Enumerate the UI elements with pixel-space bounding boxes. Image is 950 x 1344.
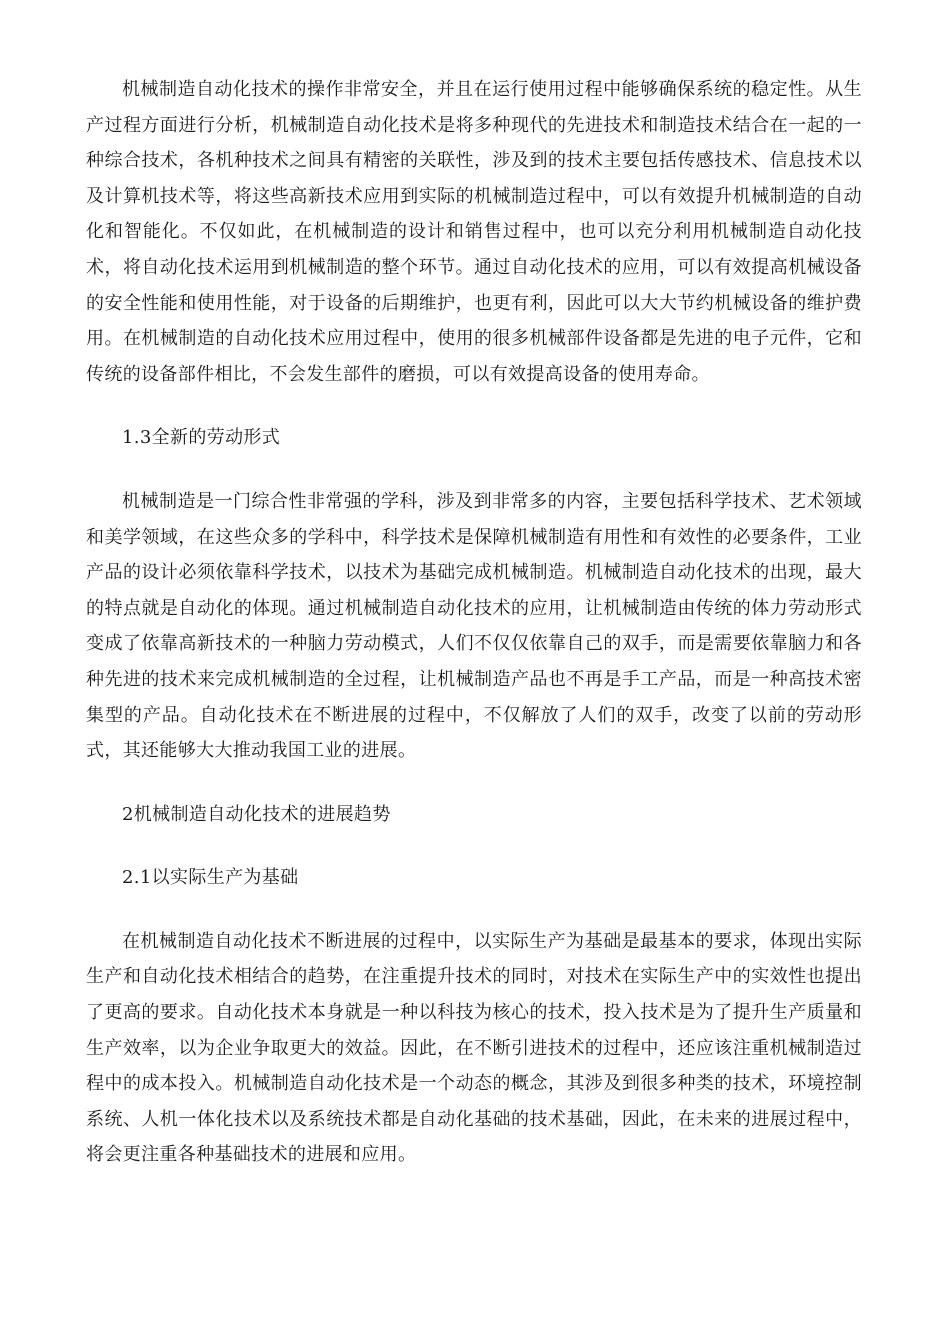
spacer	[86, 456, 862, 484]
section-heading-2-1: 2.1以实际生产为基础	[122, 867, 299, 889]
spacer	[86, 832, 862, 860]
spacer	[86, 769, 862, 797]
paragraph-automation-safety: 机械制造自动化技术的操作非常安全，并且在运行使用过程中能够确保系统的稳定性。从生产过程方面进行分析，机械制造自动化技术是将多种现代的先进技术和制造技术结合在一起的一种综合技术，各机种技术之间具有精密的关联性，涉及到的技术主要包括传感技术、信息技术以及计算机技术等，将这些高新技术应用到实际的机械制造过程中，可以有效提升机械制造的自动化和智能化。不仅如此，在机械制造的设计和销售过程中，也可以充分利用机械制造自动化技术，将自动化技术运用到机械制造的整个环节。通过自动化技术的应用，可以有效提高机械设备的安全性能和使用性能，对于设备的后期维护，也更有利，因此可以大大节约机械设备的维护费用。在机械制造的自动化技术应用过程中，使用的很多机械部件设备都是先进的电子元件，它和传统的设备部件相比，不会发生部件的磨损，可以有效提高设备的使用寿命。	[86, 79, 862, 385]
section-heading-2: 2机械制造自动化技术的进展趋势	[122, 803, 391, 825]
paragraph-production-basis: 在机械制造自动化技术不断进展的过程中，以实际生产为基础是最基本的要求，体现出实际生产和自动化技术相结合的趋势，在注重提升技术的同时，对技术在实际生产中的实效性也提出了更高的要求。自动化技术本身就是一种以科技为核心的技术，投入技术是为了提升生产质量和生产效率，以为企业争取更大的效益。因此，在不断引进技术的过程中，还应该注重机械制造过程中的成本投入。机械制造自动化技术是一个动态的概念，其涉及到很多种类的技术，环境控制系统、人机一体化技术以及系统技术都是自动化基础的技术基础，因此，在未来的进展过程中，将会更注重各种基础技术的进展和应用。	[86, 930, 862, 1166]
spacer	[86, 896, 862, 924]
spacer	[86, 392, 862, 420]
section-heading-1-3: 1.3全新的劳动形式	[122, 427, 281, 449]
paragraph-labor-form: 机械制造是一门综合性非常强的学科，涉及到非常多的内容，主要包括科学技术、艺术领域和美学领域，在这些众多的学科中，科学技术是保障机械制造有用性和有效性的必要条件，工业产品的设计必须依靠科学技术，以技术为基础完成机械制造。机械制造自动化技术的出现，最大的特点就是自动化的体现。通过机械制造自动化技术的应用，让机械制造由传统的体力劳动形式变成了依靠高新技术的一种脑力劳动模式，人们不仅仅依靠自己的双手，而是需要依靠脑力和各种先进的技术来完成机械制造的全过程，让机械制造产品也不再是手工产品，而是一种高技术密集型的产品。自动化技术在不断进展的过程中，不仅解放了人们的双手，改变了以前的劳动形式，其还能够大大推动我国工业的进展。	[86, 490, 862, 762]
